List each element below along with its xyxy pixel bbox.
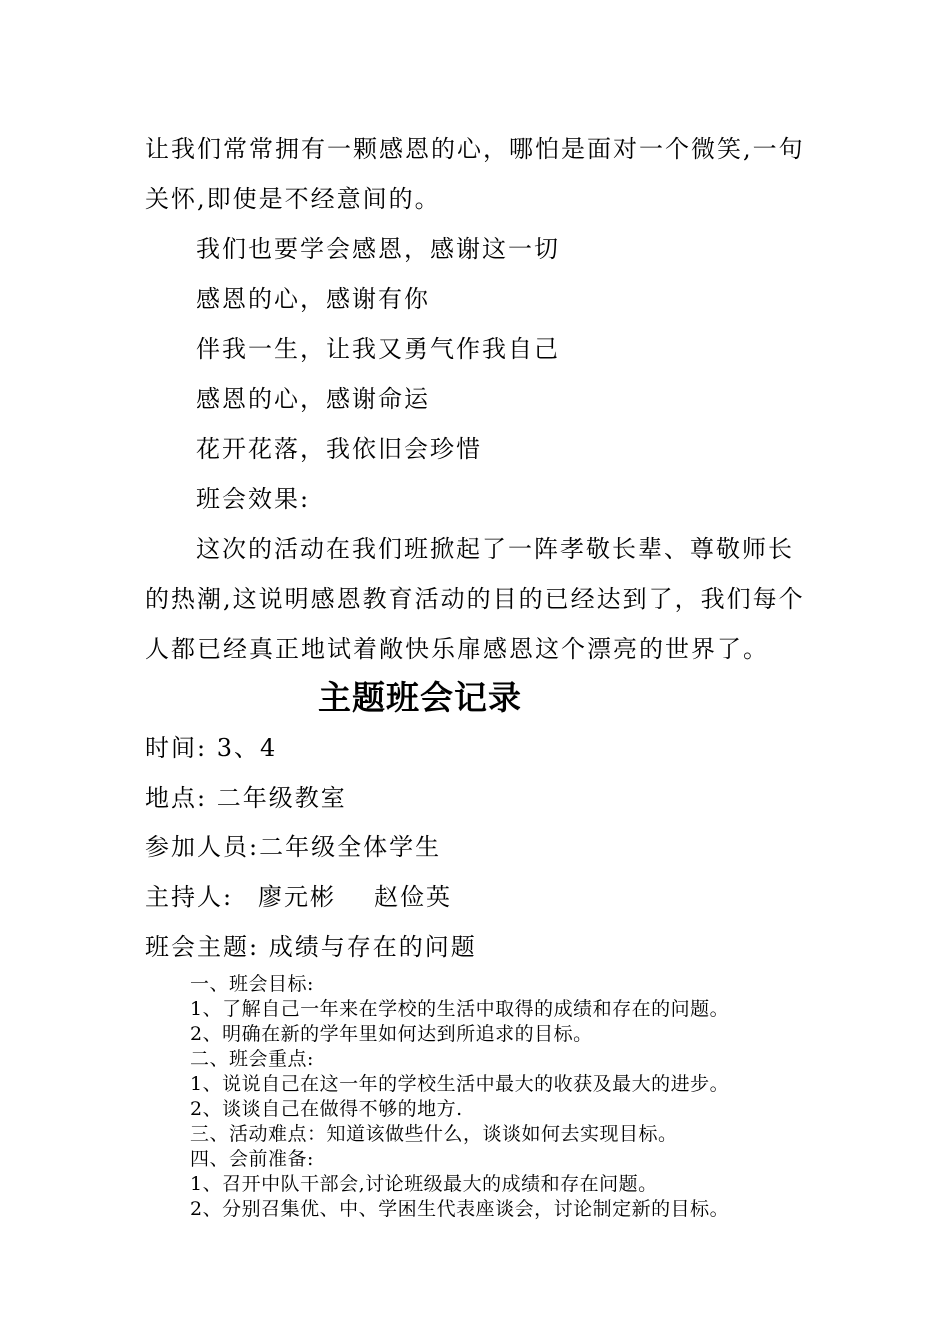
lyric-line: 伴我一生，让我又勇气作我自己 [196, 335, 560, 363]
paragraph-line: 关怀,即使是不经意间的。 [145, 185, 441, 213]
record-theme: 班会主题: 成绩与存在的问题 [145, 933, 477, 961]
plan-item: 1、说说自己在这一年的学校生活中最大的收获及最大的进步。 [190, 1073, 730, 1095]
lyric-line: 我们也要学会感恩，感谢这一切 [196, 235, 560, 263]
record-time: 时间: 3、4 [145, 734, 278, 762]
record-place: 地点: 二年级教室 [145, 784, 347, 812]
paragraph-line: 这次的活动在我们班掀起了一阵孝敬长辈、尊敬师长 [196, 535, 794, 563]
plan-heading: 三、活动难点：知道该做些什么，谈谈如何去实现目标。 [190, 1123, 678, 1145]
record-host-name: 廖元彬 [258, 883, 336, 911]
plan-item: 2、明确在新的学年里如何达到所追求的目标。 [190, 1023, 593, 1045]
lyric-line: 感恩的心，感谢有你 [196, 285, 430, 313]
plan-heading: 二、班会重点: [190, 1048, 314, 1070]
paragraph-line: 的热潮,这说明感恩教育活动的目的已经达到了，我们每个 [145, 585, 805, 613]
effect-heading: 班会效果: [196, 485, 311, 513]
record-title: 主题班会记录 [318, 678, 522, 717]
paragraph-line: 人都已经真正地试着敞快乐扉感恩这个漂亮的世界了。 [145, 635, 769, 663]
record-host-label: 主持人: [145, 883, 234, 911]
record-participants: 参加人员:二年级全体学生 [145, 833, 442, 861]
plan-heading: 四、会前准备: [190, 1148, 314, 1170]
plan-item: 2、谈谈自己在做得不够的地方. [190, 1098, 463, 1120]
paragraph-line: 让我们常常拥有一颗感恩的心，哪怕是面对一个微笑,一句 [145, 135, 805, 163]
plan-heading: 一、班会目标: [190, 973, 314, 995]
lyric-line: 感恩的心，感谢命运 [196, 385, 430, 413]
plan-item: 1、召开中队干部会,讨论班级最大的成绩和存在问题。 [190, 1173, 658, 1195]
lyric-line: 花开花落，我依旧会珍惜 [196, 435, 482, 463]
record-host-name: 赵俭英 [374, 883, 452, 911]
plan-item: 2、分别召集优、中、学困生代表座谈会，讨论制定新的目标。 [190, 1198, 730, 1220]
plan-item: 1、了解自己一年来在学校的生活中取得的成绩和存在的问题。 [190, 998, 730, 1020]
